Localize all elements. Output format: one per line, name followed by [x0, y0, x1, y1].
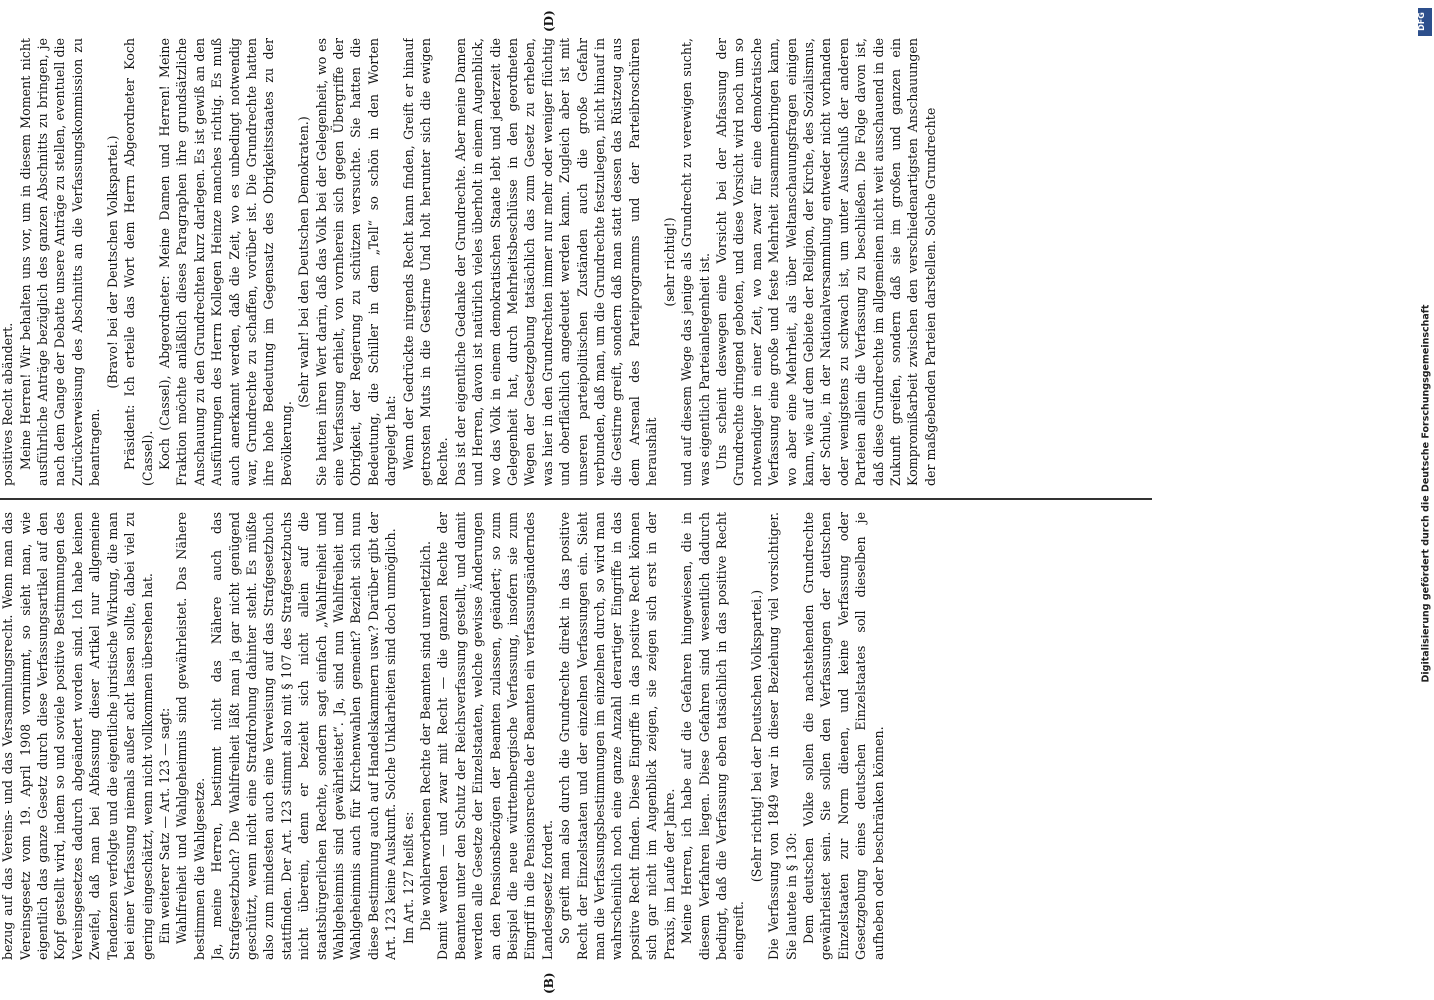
paragraph: und auf diesem Wege das jenige als Grundrecht zu verewigen sucht, was eigentlich Parteianlegenheit ist. [679, 38, 712, 486]
digitization-notice-text: Digitalisierung gefördert durch die Deutsche Forschungsgemeinschaft [1420, 304, 1432, 683]
paragraph: Die wohlerworbenen Rechte der Beamten sind unverletzlich. [418, 541, 433, 931]
paragraph: Die Verfassung von 1849 war in dieser Beziehung viel vorsichtiger. Sie lautete in § 130: [766, 512, 799, 960]
paragraph: positives Recht abändert. [0, 322, 16, 486]
paragraph: bezug auf das Vereins- und das Versammlungsrecht. Wenn man das Vereinsgesetz vom 19. April 1908 vornimmt, so sieht man, wie eigentlich das ganze Gesetz durch diese Verfassungsartikel auf den Kopf gestellt wird, indem so und soviele positive Bestimmungen des Vereinsgesetzes dadurch abgeändert worden sind. Ich habe keinen Zweifel, daß man bei Abfassung dieser Artikel nur allgemeine Tendenzen verfolgte und die eigentliche juristische Wirkung, die man bei einer Verfassung niemals außer acht lassen sollte, dabei viel zu gering eingeschätzt, wenn nicht vollkommen übersehen hat. [0, 512, 155, 960]
paragraph: Dem deutschen Volke sollen die nachstehenden Grundrechte gewährleistet sein. Sie sollen den Verfassungen der deutschen Einzelstaaten zur Norm dienen, und keine Verfassung oder Gesetzgebung eines deutschen Einzelstaates soll dieselben je aufheben oder beschränken können. [800, 512, 886, 960]
paragraph: Sie hatten ihren Wert darin, daß das Volk bei der Gelegenheit, wo es eine Verfassung erhielt, von vornherein sich gegen Übergriffe der Obrigkeit, der Regierung zu schützen versuchte. Sie hatten die Bedeutung, die Schiller in dem „Tell“ so schön in den Worten dargelegt hat: [313, 38, 399, 486]
paragraph: Meine Herren, ich habe auf die Gefahren hingewiesen, die in diesem Verfahren liegen. Diese Gefahren sind wesentlich dadurch bedingt, daß die Verfassung eben tatsächlich in das positive Recht eingreift. [679, 512, 747, 960]
paragraph: Ein weiterer Satz — Art. 123 — sagt: [156, 707, 172, 944]
paragraph: Das ist der eigentliche Gedanke der Grundrechte. Aber meine Damen und Herren, davon ist natürlich vieles überholt in einem Augenblick, wo das Volk in einem demokratischen Staate lebt und jederzeit die Gelegenheit hat, durch Mehrheitsbeschlüsse in den geordneten Wegen der Gesetzgebung tatsächlich das zum Gesetz zu erheben, was hier in den Grundrechten immer nur mehr oder weniger flüchtig und oberflächlich angedeutet werden kann. Zugleich aber ist mit unseren parteipolitischen Zuständen auch die große Gefahr verbunden, daß man, um die Grundrechte festzulegen, nicht hinauf in die Gestirne greift, sondern daß man statt dessen das Rüstzeug aus dem Arsenal des Parteiprogramms und der Parteibroschüren heraushält [452, 38, 660, 486]
column-divider [0, 499, 1152, 501]
dfg-logo-text: DFG [1416, 12, 1426, 31]
margin-letter-b: (B) [542, 972, 556, 994]
paragraph: Im Art. 127 heißt es: [400, 811, 416, 944]
left-text-column [0, 512, 1148, 960]
paragraph: So greift man also durch die Grundrechte direkt in das positive Recht der Einzelstaaten und der einzelnen Verfassungen ein. Sieht man die Verfassungsbestimmungen im einzelnen durch, so wird man wahrscheinlich noch eine ganze Anzahl derartiger Eingriffe in das positive Recht finden. Diese Eingriffe in das positive Recht können sich gar nicht im Augenblick zeigen, sie zeigen sich erst in der Praxis, im Laufe der Jahre. [557, 512, 677, 960]
right-text-column [0, 38, 1148, 486]
paragraph: Koch (Cassel), Abgeordneter: Meine Damen und Herren! Meine Fraktion möchte anläßlich dieses Paragraphen ihre grundsätzliche Anschauung zu den Grundrechten kurz darlegen. Es ist gewiß an den Ausführungen des Herrn Kollegen Heinze manches richtig. Es muß auch anerkannt werden, daß die Zeit, wo es unbedingt notwendig war, Grundrechte zu schaffen, vorüber ist. Die Grundrechte hatten ihre hohe Bedeutung im Gegensatz des Obrigkeitsstaates zu der Bevölkerung. [156, 38, 294, 486]
paragraph: (Sehr wahr! bei den Deutschen Demokraten.) [296, 116, 312, 408]
paragraph: Ja, meine Herren, bestimmt nicht das Nähere auch das Strafgesetzbuch? Die Wahlfreiheit läßt man ja gar nicht genügend geschützt, wenn nicht eine Strafdrohung dahinter steht. Es müßte also zum mindesten auch eine Verweisung auf das Strafgesetzbuch stattfinden. Der Art. 123 stimmt also mit § 107 des Strafgesetzbuchs nicht überein, denn er bezieht sich nicht allein auf die staatsbürgerlichen Rechte, sondern sagt einfach „Wahlfreiheit und Wahlgeheimnis sind gewährleistet“. Ja, sind nun Wahlfreiheit und Wahlgeheimnis auch für Kirchenwahlen gemeint? Bezieht sich nun diese Bestimmung auch auf Handelskammern usw.? Darüber gibt der Art. 123 keine Auskunft. Solche Unklarheiten sind doch unmöglich. [209, 512, 399, 960]
paragraph: Uns scheint deswegen eine Vorsicht bei der Abfassung der Grundrechte dringend geboten, und diese Vorsicht wird noch um so notwendiger in einer Zeit, wo man zwar für eine demokratische Verfassung eine große und feste Mehrheit zusammenbringen kann, wo aber eine Mehrheit, als über Weltanschauungsfragen einigen kann, wie auf dem Gebiete der Religion, der Kirche, des Sozialismus, der Schule, in der Nationalversammlung entweder nicht vorhanden oder wenigstens zu schwach ist, um unter Ausschluß der anderen Parteien allein die Verfassung zu beschließen. Die Folge davon ist, daß diese Grundrechte im allgemeinen nicht weit ausschauend in die Zukunft greifen, sondern daß sie im großen und ganzen ein Kompromißarbeit zwischen den verschiedenartigsten Anschauungen der maßgebenden Parteien darstellen. Solche Grundrechte [713, 38, 938, 486]
paragraph: Präsident: Ich erteile das Wort dem Herrn Abgeordneter Koch (Cassel). [122, 38, 155, 486]
margin-letter-d: (D) [542, 10, 556, 32]
paragraph: Meine Herren! Wir behalten uns vor, um in diesem Moment nicht ausführliche Anträge bezüglich des ganzen Abschnitts zu bringen, je nach dem Gange der Debatte unsere Anträge zu stellen, eventuell die Zurückverweisung des Abschnitts an die Verfassungskommission zu beantragen. [17, 38, 103, 486]
dfg-logo-icon [1418, 8, 1432, 36]
digitization-notice [1416, 8, 1432, 992]
paragraph: Damit werden — und zwar mit Recht — die ganzen Rechte der Beamten unter den Schutz der Reichsverfassung gestellt, und damit werden alle Gesetze der Einzelstaaten, welche gewisse Änderungen an den Pensionsbezügen der Beamten zulassen, geändert; so zum Beispiel die neue württembergische Verfassung, insofern sie zum Eingriff in die Pensionsrechte der Beamten ein verfassungsänderndes Landesgesetz fordert. [435, 512, 555, 960]
paragraph: (Sehr richtig! bei der Deutschen Volkspartei.) [748, 589, 764, 883]
paragraph: (sehr richtig!) [661, 217, 677, 307]
rotated-newspaper-page [0, 10, 1152, 994]
paragraph: Wenn der Gedrückte nirgends Recht kann finden, Greift er hinauf getrosten Muts in die Gestirne Und holt herunter sich die ewigen Rechte. [400, 38, 451, 486]
paragraph: (Bravo! bei der Deutschen Volkspartei.) [104, 135, 120, 389]
paragraph: Wahlfreiheit und Wahlgeheimnis sind gewährleistet. Das Nähere bestimmen die Wahlgesetze. [174, 512, 207, 960]
